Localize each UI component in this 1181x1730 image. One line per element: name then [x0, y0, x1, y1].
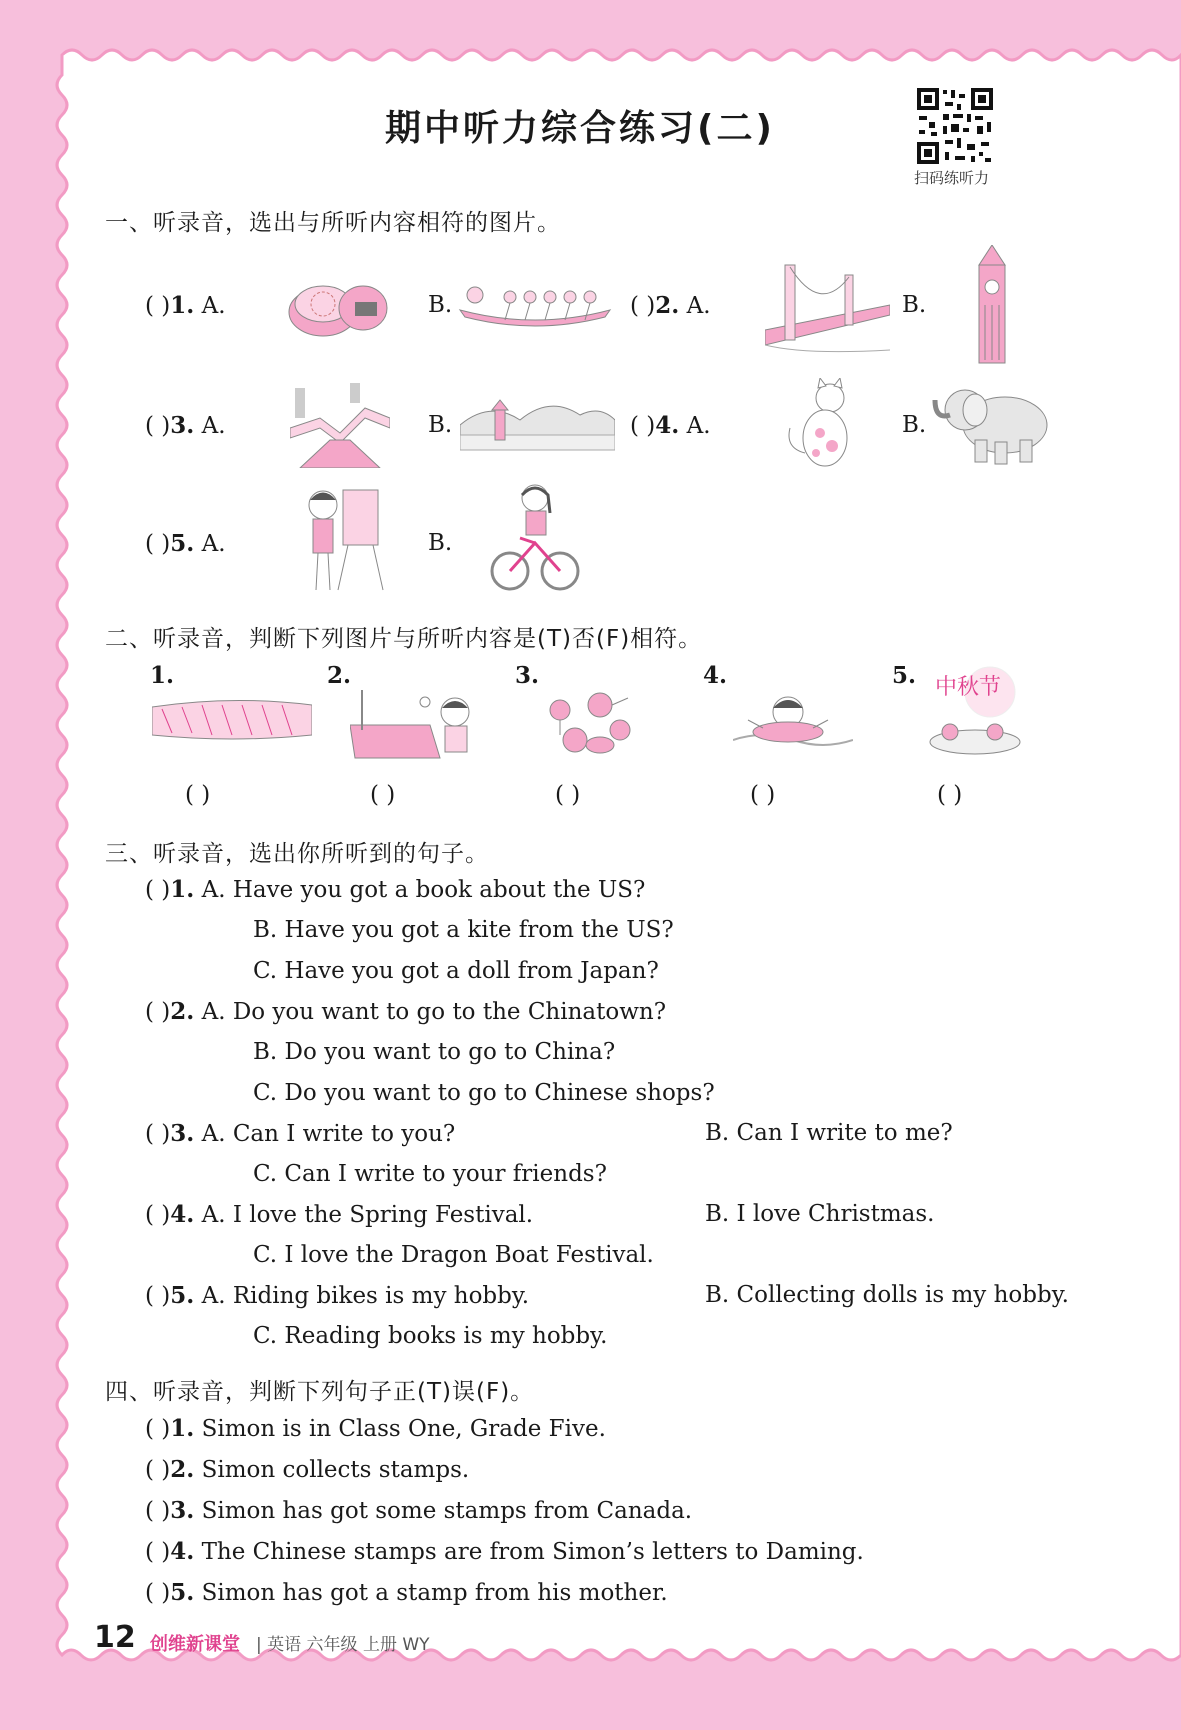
answer-paren[interactable]: ( ) [630, 413, 656, 439]
mooncake-picture[interactable] [285, 272, 395, 342]
lake-mountain-picture[interactable] [460, 390, 615, 455]
s4-q4 [145, 1538, 864, 1565]
stadium-picture[interactable] [152, 695, 312, 743]
q-num: 4. [655, 412, 680, 439]
answer-paren[interactable]: ( ) [145, 877, 171, 903]
s2-num-5: 5. [892, 662, 917, 689]
s2-num-3: 3. [515, 662, 540, 689]
s3-q1-c: C. Have you got a doll from Japan? [253, 958, 659, 984]
elephant-picture[interactable] [930, 380, 1055, 470]
q-num: 2. [170, 998, 195, 1025]
s1-q4-b-label: B. [902, 412, 927, 438]
s2-answer-3[interactable]: ( ) [555, 782, 581, 808]
statement-text: Simon is in Class One, Grade Five. [201, 1416, 606, 1442]
option-a-label: A. [201, 531, 226, 557]
golden-gate-bridge-picture[interactable] [765, 255, 890, 355]
section4-heading: 四、听录音，判断下列句子正(T)误(F)。 [105, 1379, 535, 1405]
big-ben-picture[interactable] [975, 245, 1010, 365]
answer-paren[interactable]: ( ) [145, 1202, 171, 1228]
dragon-boat-picture[interactable] [455, 275, 615, 330]
s2-num-2: 2. [327, 662, 352, 689]
answer-paren[interactable]: ( ) [145, 1539, 171, 1565]
section1-heading: 一、听录音，选出与所听内容相符的图片。 [105, 210, 561, 236]
s1-q3-b-label: B. [428, 412, 453, 438]
girl-swimming-picture[interactable] [733, 690, 853, 755]
s3-q4-c: C. I love the Dragon Boat Festival. [253, 1242, 654, 1268]
s3-q3 [145, 1120, 455, 1147]
s3-q3-b: B. Can I write to me? [705, 1120, 953, 1146]
girl-riding-bike-picture[interactable] [490, 483, 580, 593]
section2-heading: 二、听录音，判断下列图片与所听内容是(T)否(F)相符。 [105, 626, 703, 652]
cat-picture[interactable] [780, 378, 860, 473]
s1-q1-b-label: B. [428, 292, 453, 318]
statement-text: Simon collects stamps. [201, 1457, 470, 1483]
girl-painting-picture[interactable] [298, 485, 388, 595]
answer-paren[interactable]: ( ) [145, 531, 171, 557]
option-a: A. I love the Spring Festival. [201, 1202, 534, 1228]
s2-answer-5[interactable]: ( ) [937, 782, 963, 808]
s1-q2 [630, 292, 711, 319]
q-num: 3. [170, 1120, 195, 1147]
statement-text: Simon has got a stamp from his mother. [201, 1580, 668, 1606]
s3-q4 [145, 1201, 533, 1228]
candies-picture[interactable] [540, 690, 635, 760]
mid-autumn-label: 中秋节 [935, 675, 1002, 700]
s3-q5-b: B. Collecting dolls is my hobby. [705, 1282, 1069, 1308]
answer-paren[interactable]: ( ) [145, 999, 171, 1025]
q-num: 4. [170, 1538, 195, 1565]
q-num: 2. [655, 292, 680, 319]
boy-ping-pong-picture[interactable] [350, 690, 485, 760]
s1-q5 [145, 530, 226, 557]
option-a: A. Riding bikes is my hobby. [201, 1283, 530, 1309]
s3-q3-c: C. Can I write to your friends? [253, 1161, 607, 1187]
s4-q3 [145, 1497, 692, 1524]
qr-caption: 扫码练听力 [914, 169, 990, 187]
option-a-label: A. [201, 413, 226, 439]
mid-autumn-festival-picture[interactable] [920, 662, 1030, 762]
option-a: A. Do you want to go to the Chinatown? [201, 999, 667, 1025]
answer-paren[interactable]: ( ) [145, 1283, 171, 1309]
option-a: A. Have you got a book about the US? [201, 877, 646, 903]
statement-text: The Chinese stamps are from Simon’s letters to Daming. [201, 1539, 864, 1565]
option-a-label: A. [686, 293, 711, 319]
s3-q2-c: C. Do you want to go to Chinese shops? [253, 1080, 715, 1106]
q-num: 1. [170, 292, 195, 319]
s2-answer-2[interactable]: ( ) [370, 782, 396, 808]
s4-q2 [145, 1456, 469, 1483]
q-num: 5. [170, 1282, 195, 1309]
page-title: 期中听力综合练习(二) [385, 108, 775, 149]
s1-q5-b-label: B. [428, 530, 453, 556]
q-num: 1. [170, 876, 195, 903]
s3-q1 [145, 876, 645, 903]
option-a: A. Can I write to you? [201, 1121, 456, 1147]
s3-q1-b: B. Have you got a kite from the US? [253, 917, 674, 943]
footer-brand: 创维新课堂 [150, 1634, 240, 1655]
answer-paren[interactable]: ( ) [630, 293, 656, 319]
q-num: 4. [170, 1201, 195, 1228]
answer-paren[interactable]: ( ) [145, 1416, 171, 1442]
s2-answer-1[interactable]: ( ) [185, 782, 211, 808]
s3-q2 [145, 998, 666, 1025]
answer-paren[interactable]: ( ) [145, 413, 171, 439]
section3-heading: 三、听录音，选出你所听到的句子。 [105, 841, 489, 867]
answer-paren[interactable]: ( ) [145, 293, 171, 319]
great-wall-picture[interactable] [290, 378, 390, 468]
s1-q4 [630, 412, 711, 439]
answer-paren[interactable]: ( ) [145, 1498, 171, 1524]
s4-q1 [145, 1415, 606, 1442]
answer-paren[interactable]: ( ) [145, 1580, 171, 1606]
s3-q2-b: B. Do you want to go to China? [253, 1039, 616, 1065]
q-num: 2. [170, 1456, 195, 1483]
answer-paren[interactable]: ( ) [145, 1121, 171, 1147]
q-num: 5. [170, 1579, 195, 1606]
statement-text: Simon has got some stamps from Canada. [201, 1498, 693, 1524]
q-num: 3. [170, 1497, 195, 1524]
q-num: 5. [170, 530, 195, 557]
s1-q1 [145, 292, 226, 319]
s3-q5-c: C. Reading books is my hobby. [253, 1323, 608, 1349]
q-num: 3. [170, 412, 195, 439]
answer-paren[interactable]: ( ) [145, 1457, 171, 1483]
s1-q2-b-label: B. [902, 292, 927, 318]
s3-q4-b: B. I love Christmas. [705, 1201, 935, 1227]
option-a-label: A. [686, 413, 711, 439]
s2-num-1: 1. [150, 662, 175, 689]
qr-code[interactable] [915, 86, 995, 166]
s1-q3 [145, 412, 226, 439]
s2-num-4: 4. [703, 662, 728, 689]
q-num: 1. [170, 1415, 195, 1442]
s3-q5 [145, 1282, 529, 1309]
option-a-label: A. [201, 293, 226, 319]
s4-q5 [145, 1579, 668, 1606]
footer-book-info: | 英语 六年级 上册 WY [256, 1635, 430, 1655]
s2-answer-4[interactable]: ( ) [750, 782, 776, 808]
page-number: 12 [94, 1620, 136, 1655]
